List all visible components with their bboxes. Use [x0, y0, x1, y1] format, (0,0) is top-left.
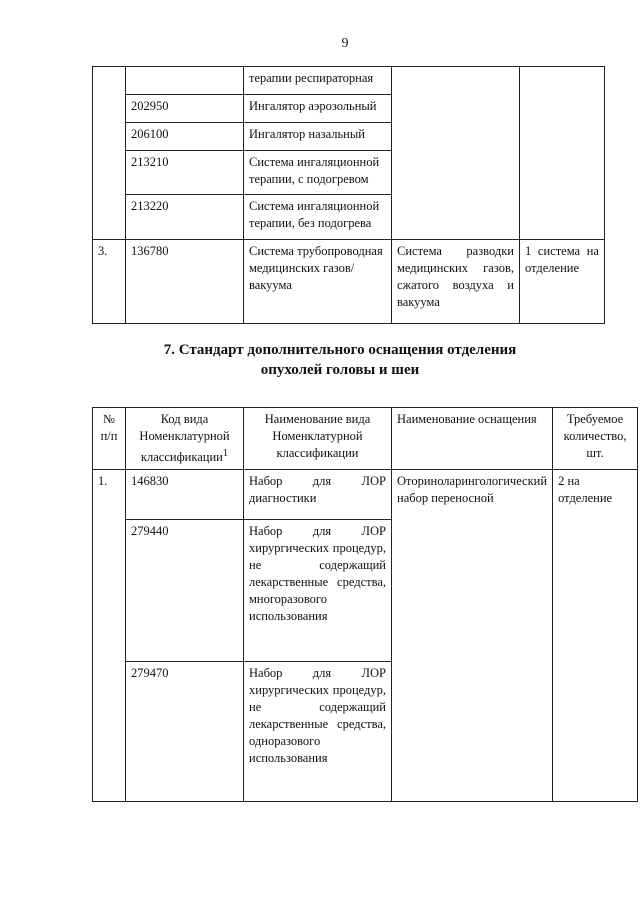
row-equip [392, 151, 520, 195]
row-code: 202950 [126, 95, 244, 123]
row-code: 213220 [126, 195, 244, 240]
table-row [93, 470, 638, 520]
row-equip [392, 195, 520, 240]
row-code: 136780 [126, 240, 244, 324]
section-title: 7. Стандарт дополнительного оснащения отделения опухолей головы и шеи [163, 342, 517, 378]
row-num [93, 151, 126, 195]
row-num [93, 195, 126, 240]
table-row [93, 123, 605, 151]
row-num: 3. [93, 240, 126, 324]
header-qty: Требуемое количество, шт. [553, 408, 638, 470]
equipment-standard-table [92, 407, 638, 802]
row-code: 146830 [126, 470, 244, 520]
row-num [93, 123, 126, 151]
row-qty: 1 система на отделение [520, 240, 605, 324]
row-num: 1. [93, 470, 126, 802]
row-equip [392, 67, 520, 95]
row-equip: Система разводки медицинских газов, сжатого воздуха и вакуума [392, 240, 520, 324]
row-code [126, 67, 244, 95]
table-row [93, 195, 605, 240]
row-name: терапии респираторная [244, 67, 392, 95]
row-qty [520, 151, 605, 195]
row-name: Ингалятор назальный [244, 123, 392, 151]
header-equip: Наименование оснащения [392, 408, 553, 470]
row-code: 279440 [126, 520, 244, 662]
table-header-row [93, 408, 638, 470]
table-row [93, 67, 605, 95]
row-num [93, 95, 126, 123]
row-qty [520, 67, 605, 95]
row-code: 279470 [126, 662, 244, 802]
header-code: Код вида Номенклатурной классификации$^1$ [126, 408, 244, 470]
row-equip: Оториноларингологический набор переносной [392, 470, 553, 802]
header-num: № п/п [93, 408, 126, 470]
row-name: Набор для ЛОР хирургических процедур, не содержащий лекарственные средства, многоразового использования [244, 520, 392, 662]
row-code: 206100 [126, 123, 244, 151]
equipment-table-continued [92, 66, 605, 324]
row-name: Набор для ЛОР хирургических процедур, не содержащий лекарственные средства, одноразового использования [244, 662, 392, 802]
table-row [93, 240, 605, 324]
table-row [93, 95, 605, 123]
row-qty [520, 95, 605, 123]
row-qty [520, 195, 605, 240]
row-name: Набор для ЛОР диагностики [244, 470, 392, 520]
row-name: Система ингаляционной терапии, без подогрева [244, 195, 392, 240]
page-number: 9 [341, 36, 349, 51]
row-qty: 2 на отделение [553, 470, 638, 802]
row-qty [520, 123, 605, 151]
row-code: 213210 [126, 151, 244, 195]
row-name: Система трубопроводная медицинских газов/вакуума [244, 240, 392, 324]
footnote-mark: 1 [222, 448, 229, 459]
table-row [93, 151, 605, 195]
row-name: Ингалятор аэрозольный [244, 95, 392, 123]
row-num [93, 67, 126, 95]
row-name: Система ингаляционной терапии, с подогревом [244, 151, 392, 195]
row-equip [392, 123, 520, 151]
row-equip [392, 95, 520, 123]
header-name: Наименование вида Номенклатурной классификации [244, 408, 392, 470]
